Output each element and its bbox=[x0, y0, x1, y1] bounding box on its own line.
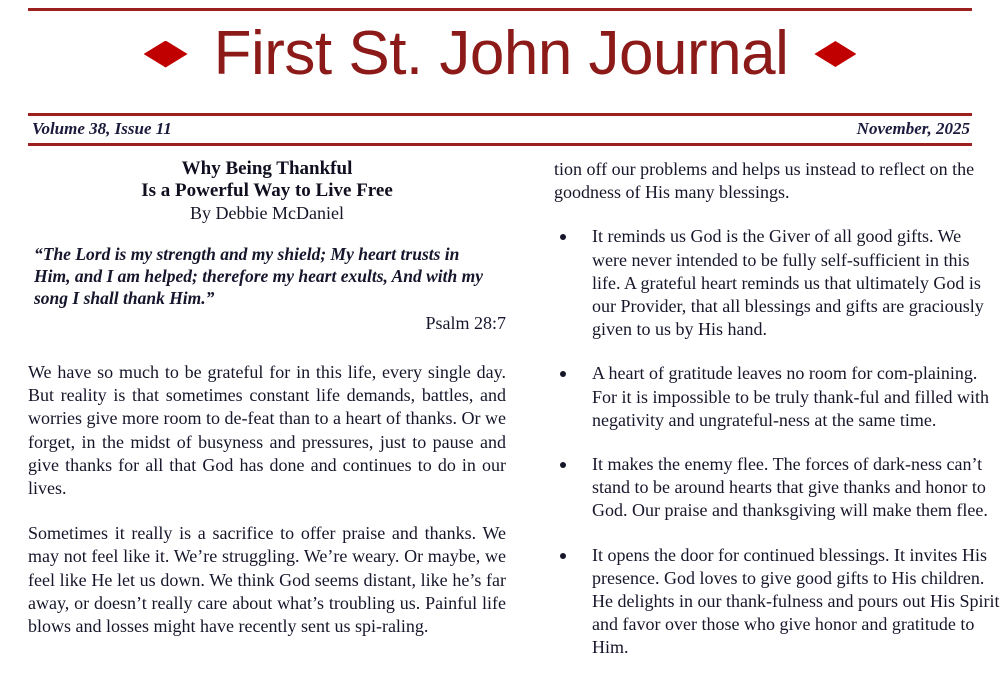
publication-title: First St. John Journal bbox=[213, 19, 789, 88]
bullet-dot-icon bbox=[560, 553, 566, 559]
list-item bbox=[554, 544, 1000, 660]
volume-issue-label: Volume 38, Issue 11 bbox=[32, 119, 172, 138]
headline-line-1: Why Being Thankful bbox=[181, 158, 353, 179]
bullet-dot-icon bbox=[560, 234, 566, 240]
list-item bbox=[554, 225, 1000, 341]
issue-date-label: November, 2025 bbox=[856, 119, 970, 138]
list-item-text: It makes the enemy flee. The forces of dark-ness can’t stand to be around hearts that give thanks and honor to God. Our praise and thanksgiving will make them flee. bbox=[592, 454, 988, 521]
volume-bottom-rule bbox=[28, 143, 972, 146]
list-item-text: It reminds us God is the Giver of all good gifts. We were never intended to be fully self-sufficient in this life. A grateful heart reminds us that ultimately God is our Provider, that all blessings and gifts are graciously given to us by His hand. bbox=[592, 226, 984, 340]
article-byline: By Debbie McDaniel bbox=[190, 203, 344, 223]
continuation-paragraph: tion off our problems and helps us instead to reflect on the goodness of His many blessings. bbox=[554, 159, 975, 203]
diamond-ornament-left-icon bbox=[144, 41, 188, 68]
article-headline bbox=[28, 158, 506, 202]
scripture-reference: Psalm 28:7 bbox=[425, 313, 506, 333]
volume-bar bbox=[28, 116, 972, 143]
article-columns bbox=[28, 158, 1000, 660]
scripture-quote: “The Lord is my strength and my shield; My heart trusts in Him, and I am helped; therefore my heart exults, And with my song I shall thank Him.” bbox=[34, 244, 484, 308]
list-item-text: A heart of gratitude leaves no room for com-plaining. For it is impossible to be truly thank-ful and filled with negativity and ungrateful-ness at the same time. bbox=[592, 363, 989, 430]
diamond-ornament-right-icon bbox=[814, 41, 856, 67]
body-paragraph: Sometimes it really is a sacrifice to offer praise and thanks. We may not feel like it. We’re struggling. We’re weary. Or maybe, we feel like He let us down. We think God seems distant, like he’s far away, or doesn’t really care about what’s troubling us. Painful life blows and losses might have recently sent us spi-raling. bbox=[28, 523, 506, 637]
bullet-dot-icon bbox=[560, 462, 566, 468]
newsletter-page bbox=[0, 8, 1000, 683]
bullet-dot-icon bbox=[560, 371, 566, 377]
list-item-text: It opens the door for continued blessings. It invites His presence. God loves to give good gifts to His children. He delights in our thank-fulness and pours out His Spirit and favor over those who give honor and gratitude to Him. bbox=[592, 544, 1000, 658]
benefits-bullet-list bbox=[554, 225, 1000, 659]
headline-line-2: Is a Powerful Way to Live Free bbox=[141, 180, 393, 201]
left-column bbox=[28, 158, 506, 638]
body-paragraph: We have so much to be grateful for in this life, every single day. But reality is that sometimes constant life demands, battles, and worries give more room to de-feat than to a heart of thanks. Or we forget, in the midst of busyness and pressures, just to pause and give thanks for all that God has done and continues to do in our lives. bbox=[28, 362, 506, 499]
list-item bbox=[554, 453, 1000, 523]
masthead bbox=[0, 11, 1000, 97]
list-item bbox=[554, 362, 1000, 432]
right-column bbox=[554, 158, 1000, 660]
